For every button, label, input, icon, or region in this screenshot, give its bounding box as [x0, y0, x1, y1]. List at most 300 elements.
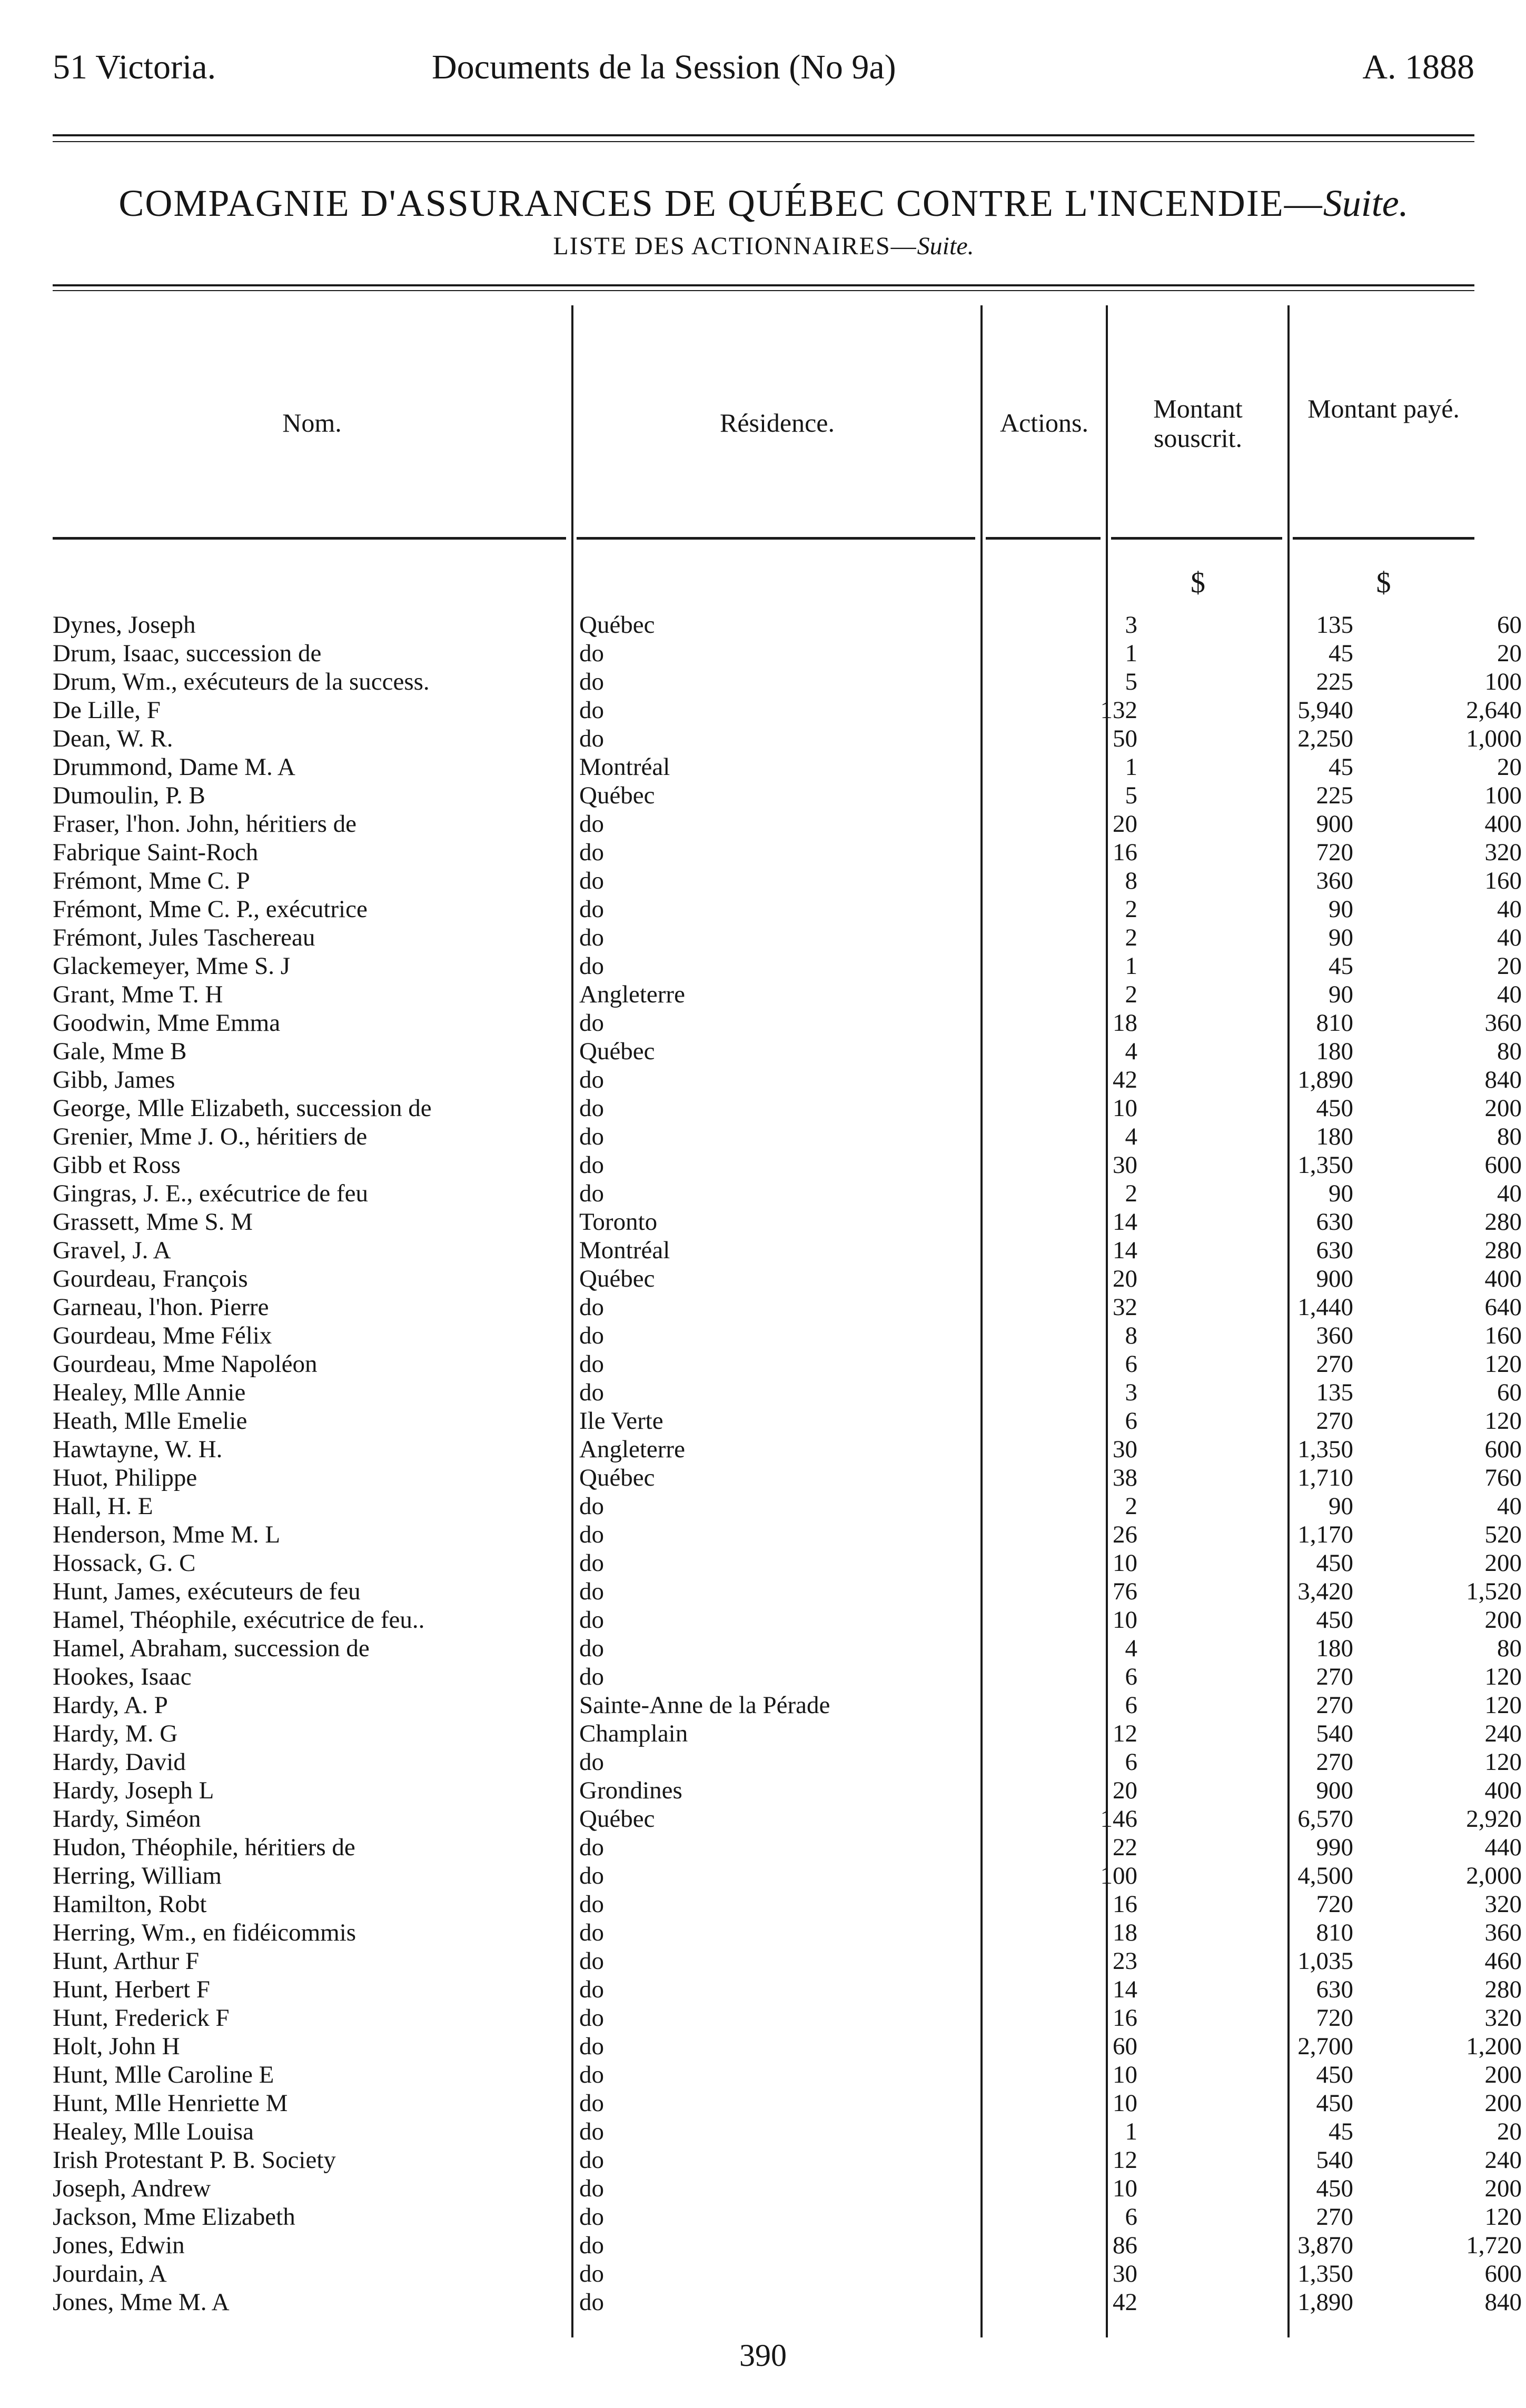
cell-actions: 86 [1113, 2232, 1137, 2259]
cell-actions: 60 [1113, 2033, 1137, 2060]
cell-actions: 14 [1113, 1976, 1137, 2003]
table-row [53, 1577, 1522, 1606]
cell-nom: Hardy, A. P [53, 1691, 168, 1719]
table-row [53, 1634, 1522, 1663]
cell-montant-paye: 1,000 [1466, 725, 1522, 752]
cell-montant-souscrit: 540 [1316, 1720, 1353, 1747]
table-row [53, 1719, 1522, 1748]
cell-residence: do [579, 1293, 604, 1321]
cell-actions: 6 [1125, 2203, 1137, 2231]
cell-montant-paye: 160 [1484, 1322, 1522, 1349]
cell-montant-souscrit: 45 [1329, 952, 1353, 980]
table-row [53, 611, 1522, 639]
cell-residence: do [579, 1834, 604, 1861]
cell-montant-souscrit: 900 [1316, 1265, 1353, 1292]
cell-residence: do [579, 1123, 604, 1150]
cell-residence: do [579, 2175, 604, 2202]
cell-montant-paye: 200 [1484, 1606, 1522, 1634]
cell-montant-souscrit: 1,350 [1297, 1151, 1353, 1179]
cell-residence: do [579, 2118, 604, 2145]
cell-montant-souscrit: 1,440 [1297, 1293, 1353, 1321]
cell-residence: do [579, 1606, 604, 1634]
cell-montant-souscrit: 180 [1316, 1123, 1353, 1150]
cell-residence: Québec [579, 782, 655, 809]
running-header [53, 47, 1474, 105]
cell-montant-paye: 1,520 [1466, 1578, 1522, 1605]
cell-actions: 10 [1113, 1549, 1137, 1577]
cell-actions: 10 [1113, 2061, 1137, 2088]
cell-montant-souscrit: 135 [1316, 611, 1353, 639]
table-row [53, 923, 1522, 952]
table-row [53, 639, 1522, 668]
cell-montant-paye: 360 [1484, 1009, 1522, 1037]
table-row [53, 1179, 1522, 1208]
cell-nom: Hunt, Herbert F [53, 1976, 210, 2003]
header-rule-actions [986, 537, 1101, 540]
cell-actions: 6 [1125, 1748, 1137, 1776]
cell-montant-paye: 400 [1484, 1265, 1522, 1292]
page-subtitle [53, 232, 1474, 261]
cell-nom: Gourdeau, Mme Napoléon [53, 1350, 318, 1378]
cell-montant-paye: 40 [1497, 895, 1522, 923]
cell-residence: do [579, 2146, 604, 2174]
table-row [53, 2174, 1522, 2203]
cell-actions: 50 [1113, 725, 1137, 752]
cell-montant-souscrit: 225 [1316, 668, 1353, 695]
table-row [53, 781, 1522, 810]
cell-residence: do [579, 2203, 604, 2231]
cell-montant-paye: 100 [1484, 782, 1522, 809]
cell-montant-souscrit: 180 [1316, 1635, 1353, 1662]
cell-actions: 14 [1113, 1237, 1137, 1264]
table-row [53, 1691, 1522, 1719]
cell-actions: 20 [1113, 810, 1137, 838]
cell-residence: do [579, 2033, 604, 2060]
cell-montant-souscrit: 630 [1316, 1237, 1353, 1264]
cell-montant-paye: 2,920 [1466, 1805, 1522, 1833]
cell-residence: Sainte-Anne de la Pérade [579, 1691, 830, 1719]
table-row [53, 1918, 1522, 1947]
cell-montant-paye: 200 [1484, 2061, 1522, 2088]
cell-residence: do [579, 1009, 604, 1037]
cell-montant-souscrit: 990 [1316, 1834, 1353, 1861]
cell-actions: 12 [1113, 2146, 1137, 2174]
table-row [53, 1549, 1522, 1577]
table-row [53, 2203, 1522, 2231]
table-row [53, 724, 1522, 753]
cell-montant-souscrit: 900 [1316, 810, 1353, 838]
cell-residence: Québec [579, 1265, 655, 1292]
table-row [53, 2089, 1522, 2117]
cell-montant-souscrit: 450 [1316, 2175, 1353, 2202]
cell-montant-paye: 60 [1497, 1379, 1522, 1406]
cell-montant-paye: 120 [1484, 1748, 1522, 1776]
cell-actions: 16 [1113, 1890, 1137, 1918]
column-header-souscrit: Montant souscrit. [1153, 394, 1243, 453]
cell-nom: Glackemeyer, Mme S. J [53, 952, 291, 980]
cell-residence: do [579, 924, 604, 951]
cell-montant-paye: 40 [1497, 981, 1522, 1008]
header-rule-paye [1293, 537, 1474, 540]
cell-actions: 3 [1125, 1379, 1137, 1406]
cell-residence: do [579, 1492, 604, 1520]
cell-residence: do [579, 1748, 604, 1776]
table-row [53, 1975, 1522, 2004]
cell-nom: Garneau, l'hon. Pierre [53, 1293, 269, 1321]
cell-nom: Hunt, Frederick F [53, 2004, 230, 2032]
cell-montant-paye: 1,720 [1466, 2232, 1522, 2259]
cell-residence: do [579, 1947, 604, 1975]
cell-nom: Huot, Philippe [53, 1464, 197, 1491]
table-row [53, 895, 1522, 923]
cell-montant-paye: 280 [1484, 1237, 1522, 1264]
cell-montant-paye: 120 [1484, 1691, 1522, 1719]
cell-actions: 1 [1125, 753, 1137, 781]
cell-nom: Hardy, Siméon [53, 1805, 201, 1833]
cell-montant-paye: 440 [1484, 1834, 1522, 1861]
cell-montant-paye: 160 [1484, 867, 1522, 894]
cell-residence: do [579, 1919, 604, 1946]
cell-montant-paye: 20 [1497, 753, 1522, 781]
cell-nom: Herring, William [53, 1862, 222, 1889]
cell-montant-paye: 2,640 [1466, 696, 1522, 724]
cell-nom: Grassett, Mme S. M [53, 1208, 253, 1236]
cell-nom: Hunt, Arthur F [53, 1947, 200, 1975]
cell-actions: 3 [1125, 611, 1137, 639]
cell-nom: Dynes, Joseph [53, 611, 196, 639]
cell-nom: Grenier, Mme J. O., héritiers de [53, 1123, 368, 1150]
table-row [53, 1606, 1522, 1634]
cell-residence: do [579, 1379, 604, 1406]
cell-nom: Hunt, Mlle Henriette M [53, 2089, 288, 2117]
table-top-rule [53, 284, 1474, 286]
cell-residence: do [579, 1635, 604, 1662]
table-row [53, 2032, 1522, 2061]
cell-montant-souscrit: 1,890 [1297, 2288, 1353, 2316]
cell-nom: Jourdain, A [53, 2260, 167, 2287]
table-row [53, 1663, 1522, 1691]
cell-montant-souscrit: 270 [1316, 1691, 1353, 1719]
cell-montant-paye: 20 [1497, 2118, 1522, 2145]
cell-residence: do [579, 1578, 604, 1605]
cell-residence: Montréal [579, 753, 670, 781]
table-row [53, 1236, 1522, 1265]
cell-montant-paye: 600 [1484, 2260, 1522, 2287]
column-header-nom: Nom. [282, 408, 342, 437]
cell-actions: 6 [1125, 1350, 1137, 1378]
cell-montant-souscrit: 180 [1316, 1038, 1353, 1065]
cell-montant-paye: 1,200 [1466, 2033, 1522, 2060]
header-year: A. 1888 [1362, 48, 1474, 86]
cell-nom: Gibb et Ross [53, 1151, 181, 1179]
cell-montant-souscrit: 720 [1316, 839, 1353, 866]
cell-actions: 26 [1113, 1521, 1137, 1548]
cell-actions: 1 [1125, 640, 1137, 667]
title-main: COMPAGNIE D'ASSURANCES DE QUÉBEC CONTRE L'INCENDIE— [118, 182, 1323, 224]
cell-nom: Gourdeau, François [53, 1265, 248, 1292]
table-row [53, 1293, 1522, 1321]
cell-actions: 4 [1125, 1123, 1137, 1150]
cell-nom: Healey, Mlle Louisa [53, 2118, 254, 2145]
cell-actions: 2 [1125, 895, 1137, 923]
table-row [53, 952, 1522, 980]
table-row [53, 810, 1522, 838]
cell-montant-souscrit: 135 [1316, 1379, 1353, 1406]
cell-montant-souscrit: 1,035 [1297, 1947, 1353, 1975]
cell-residence: do [579, 2232, 604, 2259]
cell-actions: 6 [1125, 1407, 1137, 1435]
cell-residence: Québec [579, 1464, 655, 1491]
table-row [53, 1378, 1522, 1407]
cell-residence: Montréal [579, 1237, 670, 1264]
cell-nom: Goodwin, Mme Emma [53, 1009, 281, 1037]
shareholder-table [53, 611, 1522, 2316]
cell-residence: do [579, 1180, 604, 1207]
cell-actions: 76 [1113, 1578, 1137, 1605]
cell-nom: Frémont, Jules Taschereau [53, 924, 315, 951]
cell-montant-paye: 200 [1484, 1094, 1522, 1122]
cell-actions: 1 [1125, 2118, 1137, 2145]
cell-montant-souscrit: 900 [1316, 1777, 1353, 1804]
cell-residence: do [579, 952, 604, 980]
cell-residence: do [579, 867, 604, 894]
table-row [53, 1464, 1522, 1492]
cell-residence: Champlain [579, 1720, 688, 1747]
header-rule-nom [53, 537, 566, 540]
cell-residence: do [579, 810, 604, 838]
cell-residence: do [579, 640, 604, 667]
cell-actions: 2 [1125, 924, 1137, 951]
cell-montant-souscrit: 2,700 [1297, 2033, 1353, 2060]
cell-residence: do [579, 2089, 604, 2117]
cell-montant-paye: 40 [1497, 1492, 1522, 1520]
cell-actions: 30 [1113, 1151, 1137, 1179]
cell-nom: Fabrique Saint-Roch [53, 839, 259, 866]
cell-nom: Fraser, l'hon. John, héritiers de [53, 810, 356, 838]
cell-actions: 14 [1113, 1208, 1137, 1236]
cell-montant-paye: 520 [1484, 1521, 1522, 1548]
cell-montant-souscrit: 540 [1316, 2146, 1353, 2174]
cell-montant-paye: 240 [1484, 1720, 1522, 1747]
cell-montant-paye: 20 [1497, 952, 1522, 980]
cell-montant-paye: 120 [1484, 1407, 1522, 1435]
cell-nom: Hardy, Joseph L [53, 1777, 214, 1804]
cell-actions: 5 [1125, 782, 1137, 809]
table-row [53, 2117, 1522, 2146]
cell-residence: do [579, 2061, 604, 2088]
cell-actions: 2 [1125, 981, 1137, 1008]
subtitle-main: LISTE DES ACTIONNAIRES— [553, 232, 917, 260]
cell-montant-paye: 120 [1484, 1350, 1522, 1378]
page-number: 390 [739, 2338, 787, 2373]
cell-montant-paye: 400 [1484, 810, 1522, 838]
cell-nom: Frémont, Mme C. P [53, 867, 250, 894]
table-row [53, 867, 1522, 895]
column-header-paye: Montant payé. [1307, 394, 1460, 423]
header-rule-top [53, 134, 1474, 136]
cell-actions: 20 [1113, 1265, 1137, 1292]
table-row [53, 1407, 1522, 1435]
cell-montant-paye: 320 [1484, 1890, 1522, 1918]
table-row [53, 2260, 1522, 2288]
cell-montant-paye: 80 [1497, 1123, 1522, 1150]
cell-nom: Hamel, Abraham, succession de [53, 1635, 370, 1662]
cell-residence: Toronto [579, 1208, 658, 1236]
table-row [53, 2004, 1522, 2032]
cell-montant-paye: 120 [1484, 1663, 1522, 1690]
cell-montant-paye: 460 [1484, 1947, 1522, 1975]
cell-nom: De Lille, F [53, 696, 161, 724]
cell-nom: Hunt, James, exécuteurs de feu [53, 1578, 361, 1605]
cell-montant-paye: 40 [1497, 924, 1522, 951]
table-row [53, 668, 1522, 696]
table-row [53, 1265, 1522, 1293]
title-suffix: Suite. [1323, 182, 1409, 224]
cell-nom: Gourdeau, Mme Félix [53, 1322, 272, 1349]
table-row [53, 1947, 1522, 1975]
cell-residence: do [579, 1890, 604, 1918]
cell-actions: 4 [1125, 1038, 1137, 1065]
table-row [53, 1492, 1522, 1520]
table-row [53, 1833, 1522, 1862]
cell-actions: 18 [1113, 1009, 1137, 1037]
cell-residence: do [579, 1549, 604, 1577]
cell-residence: do [579, 2260, 604, 2287]
cell-residence: do [579, 2004, 604, 2032]
cell-montant-souscrit: 90 [1329, 924, 1353, 951]
cell-nom: Heath, Mlle Emelie [53, 1407, 247, 1435]
cell-residence: do [579, 1862, 604, 1889]
cell-montant-souscrit: 1,350 [1297, 2260, 1353, 2287]
cell-nom: Hardy, David [53, 1748, 186, 1776]
cell-nom: Herring, Wm., en fidéicommis [53, 1919, 356, 1946]
cell-actions: 10 [1113, 2175, 1137, 2202]
cell-residence: do [579, 725, 604, 752]
header-rule-souscrit [1111, 537, 1282, 540]
cell-montant-paye: 360 [1484, 1919, 1522, 1946]
cell-nom: Dumoulin, P. B [53, 782, 205, 809]
table-row [53, 1748, 1522, 1776]
table-row [53, 1776, 1522, 1805]
cell-nom: Hookes, Isaac [53, 1663, 192, 1690]
cell-montant-souscrit: 810 [1316, 1009, 1353, 1037]
cell-montant-souscrit: 5,940 [1297, 696, 1353, 724]
header-document: Documents de la Session (No 9a) [432, 48, 896, 86]
cell-montant-souscrit: 810 [1316, 1919, 1353, 1946]
cell-actions: 4 [1125, 1635, 1137, 1662]
cell-nom: Henderson, Mme M. L [53, 1521, 281, 1548]
cell-montant-paye: 640 [1484, 1293, 1522, 1321]
cell-residence: do [579, 1521, 604, 1548]
cell-montant-souscrit: 270 [1316, 1748, 1353, 1776]
header-rule-residence [577, 537, 975, 540]
table-row [53, 1805, 1522, 1833]
cell-actions: 1 [1125, 952, 1137, 980]
cell-montant-paye: 400 [1484, 1777, 1522, 1804]
cell-actions: 20 [1113, 1777, 1137, 1804]
table-row [53, 2288, 1522, 2316]
column-header-residence: Résidence. [720, 408, 835, 437]
table-row [53, 1009, 1522, 1037]
cell-nom: Healey, Mlle Annie [53, 1379, 246, 1406]
cell-actions: 132 [1100, 696, 1137, 724]
cell-nom: Hamel, Théophile, exécutrice de feu.. [53, 1606, 425, 1634]
cell-montant-paye: 40 [1497, 1180, 1522, 1207]
table-row [53, 1208, 1522, 1236]
table-row [53, 1350, 1522, 1378]
cell-montant-souscrit: 1,710 [1297, 1464, 1353, 1491]
cell-montant-paye: 2,000 [1466, 1862, 1522, 1889]
table-row [53, 1122, 1522, 1151]
cell-residence: Grondines [579, 1777, 682, 1804]
cell-nom: Hudon, Théophile, héritiers de [53, 1834, 355, 1861]
cell-actions: 38 [1113, 1464, 1137, 1491]
cell-montant-paye: 320 [1484, 839, 1522, 866]
cell-montant-souscrit: 720 [1316, 1890, 1353, 1918]
cell-montant-souscrit: 2,250 [1297, 725, 1353, 752]
cell-montant-souscrit: 630 [1316, 1208, 1353, 1236]
cell-montant-paye: 280 [1484, 1208, 1522, 1236]
header-volume: 51 Victoria. [53, 48, 216, 86]
cell-montant-souscrit: 450 [1316, 1606, 1353, 1634]
cell-actions: 30 [1113, 1436, 1137, 1463]
cell-montant-souscrit: 450 [1316, 2089, 1353, 2117]
table-row [53, 1151, 1522, 1179]
cell-nom: Drum, Wm., exécuteurs de la success. [53, 668, 430, 695]
cell-montant-paye: 760 [1484, 1464, 1522, 1491]
cell-nom: Dean, W. R. [53, 725, 173, 752]
cell-residence: do [579, 2288, 604, 2316]
cell-actions: 2 [1125, 1180, 1137, 1207]
cell-nom: Irish Protestant P. B. Society [53, 2146, 336, 2174]
cell-montant-souscrit: 1,890 [1297, 1066, 1353, 1093]
table-row [53, 1094, 1522, 1122]
cell-montant-souscrit: 225 [1316, 782, 1353, 809]
cell-montant-paye: 320 [1484, 2004, 1522, 2032]
cell-residence: Ile Verte [579, 1407, 663, 1435]
cell-montant-paye: 200 [1484, 2089, 1522, 2117]
table-row [53, 696, 1522, 724]
cell-montant-souscrit: 270 [1316, 1350, 1353, 1378]
table-row [53, 1037, 1522, 1066]
cell-residence: do [579, 1976, 604, 2003]
cell-residence: do [579, 895, 604, 923]
cell-residence: do [579, 1322, 604, 1349]
cell-montant-souscrit: 360 [1316, 1322, 1353, 1349]
cell-residence: Québec [579, 611, 655, 639]
cell-montant-souscrit: 3,870 [1297, 2232, 1353, 2259]
cell-actions: 10 [1113, 1606, 1137, 1634]
cell-actions: 23 [1113, 1947, 1137, 1975]
column-header-actions: Actions. [999, 408, 1089, 437]
cell-montant-paye: 120 [1484, 2203, 1522, 2231]
cell-montant-souscrit: 90 [1329, 981, 1353, 1008]
cell-montant-souscrit: 450 [1316, 1094, 1353, 1122]
cell-nom: Hall, H. E [53, 1492, 153, 1520]
table-row [53, 1890, 1522, 1918]
cell-montant-souscrit: 1,350 [1297, 1436, 1353, 1463]
cell-montant-paye: 600 [1484, 1151, 1522, 1179]
table-row [53, 753, 1522, 781]
cell-nom: Gravel, J. A [53, 1237, 171, 1264]
cell-actions: 5 [1125, 668, 1137, 695]
cell-nom: Hawtayne, W. H. [53, 1436, 223, 1463]
currency-paye: $ [1376, 566, 1391, 599]
cell-residence: Angleterre [579, 1436, 685, 1463]
cell-nom: Grant, Mme T. H [53, 981, 223, 1008]
cell-montant-souscrit: 450 [1316, 2061, 1353, 2088]
cell-montant-paye: 200 [1484, 1549, 1522, 1577]
